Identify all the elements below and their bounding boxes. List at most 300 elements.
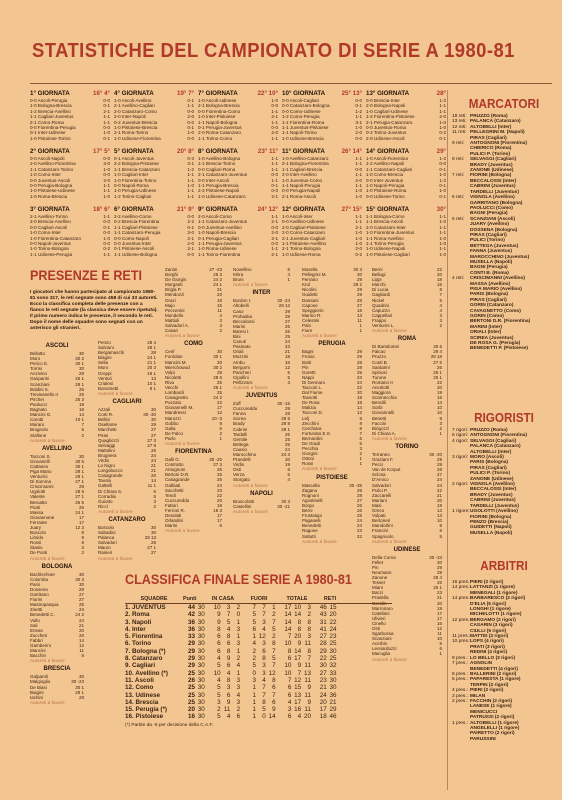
presenze-title: PRESENZE E RETI — [30, 267, 143, 283]
match-return-score: 1-0 — [439, 251, 446, 257]
player-stats: 3 — [81, 545, 84, 551]
player-name: Malizia — [302, 405, 317, 411]
rigorista-name: VIGNOLA (Avellino) — [470, 482, 515, 488]
player-name: Ferroni R. — [165, 508, 186, 514]
autoreti-row — [302, 333, 362, 338]
away-stat: 2 — [252, 647, 256, 655]
giornata-block — [30, 90, 110, 146]
player-stats: 29 12 — [278, 303, 290, 309]
player-name: Boldini S. — [30, 386, 50, 392]
arbitro-name: MENEGALI (1 rigore) — [470, 590, 518, 596]
giornata-label: 2° GIORNATA — [30, 148, 70, 155]
player-name: Moro — [98, 365, 109, 371]
classifica-punti: 33 — [187, 633, 195, 641]
player-stats: 25 — [216, 390, 222, 396]
match-return-score: 2-1 — [271, 235, 278, 241]
player-stats: 1 — [287, 277, 290, 283]
player-stats: 4 — [287, 477, 290, 483]
rigorista-name: TARDELLI (Juventus) — [470, 503, 519, 509]
match-return-score: 1-1 — [271, 135, 278, 141]
team-name: PISTOIESE — [316, 474, 348, 481]
autoreti-row — [30, 658, 84, 663]
title-divider — [30, 83, 552, 84]
player-name: Fattori — [165, 502, 178, 508]
player-name: Corti R. — [98, 412, 114, 418]
match-first-leg: 1-1 Fiorentina-Roma — [282, 119, 325, 125]
away-stat: 4 — [252, 640, 256, 648]
giornata-label: 13° GIORNATA — [366, 90, 410, 97]
match-return-score: 0-1 — [439, 183, 446, 189]
match-return-score: 1-0 — [103, 193, 110, 199]
player-stats: 24 — [436, 482, 442, 488]
player-name: Quadrini — [372, 302, 390, 308]
player-stats: 20 — [356, 390, 362, 396]
match-return-score: 1-1 — [103, 183, 110, 189]
player-name: Scanziani — [372, 636, 392, 642]
giornata-return-number: 18° 6° — [93, 206, 110, 213]
arbitro-count: 9 pres.: — [452, 655, 468, 661]
arbitro-count: 11 pres.: — [452, 634, 471, 640]
player-stats: 6 — [287, 472, 290, 478]
match-first-leg: 0-0 Perugia-Napoli — [282, 188, 321, 194]
player-stats: 29 — [356, 349, 362, 355]
total-stat: 7 — [307, 655, 311, 663]
player-name: Marini — [165, 523, 178, 529]
giornata-label: 12° GIORNATA — [282, 206, 326, 213]
player-name: Limido — [30, 535, 44, 541]
total-stat: 14 — [294, 647, 302, 655]
away-stat: 3 — [262, 640, 266, 648]
match-return-score: 0-0 — [271, 172, 278, 178]
player-stats: 8 — [359, 425, 362, 431]
player-stats: 30 2 — [75, 356, 84, 362]
player-name: Venturini L. — [372, 323, 395, 329]
giornata-return-number: 22° 10° — [257, 90, 278, 97]
match-return-score: 1-0 — [439, 125, 446, 131]
classifica-giocate: 30 — [197, 611, 205, 619]
total-stat: 9 — [307, 684, 311, 692]
player-stats: 28 — [78, 484, 84, 490]
match-first-leg: 0-2 Brescia-Fiorentina — [114, 219, 160, 225]
goals-stat: 32 — [329, 662, 337, 670]
player-name: Galbiati — [165, 482, 181, 488]
player-name: Tacconi L. — [302, 384, 323, 390]
total-stat: 13 — [294, 691, 302, 699]
rigorista-name: PENZO (Brescia) — [470, 519, 509, 525]
match-return-score: 1-2 — [439, 177, 446, 183]
classifica-punti: 36 — [187, 618, 195, 626]
giornata-label: 4° GIORNATA — [114, 90, 154, 97]
arbitro-count: 14 pres.: — [452, 585, 471, 591]
arbitro-name: PRATI (3 rigori) — [470, 644, 505, 650]
player-name: Peccenini — [165, 307, 185, 313]
player-stats: 25 — [356, 513, 362, 519]
player-stats: 23 — [356, 528, 362, 534]
rigorista-count: 4 rigori: — [452, 438, 468, 444]
player-stats: 17 — [436, 615, 442, 621]
player-name: Ottoni — [302, 456, 315, 462]
arbitro-count: 6 pres.: — [452, 671, 468, 677]
player-name: Beruatto — [30, 499, 48, 505]
match-first-leg: 1-0 Pistoiese-Cagliari — [366, 251, 410, 257]
total-stat: 7 — [287, 633, 292, 641]
goals-stat: 21 — [329, 698, 337, 706]
giornata-block — [366, 206, 446, 262]
player-stats: 25 — [78, 602, 84, 608]
autoreti-label: Autoreti a favore — [30, 555, 65, 561]
match-return-score: 2-0 — [187, 114, 194, 120]
player-stats: 2 — [81, 432, 84, 438]
goals-stat: 31 — [319, 618, 327, 626]
match-first-leg: 2-0 Udinese-Ascoli — [366, 135, 405, 141]
player-stats: 20 — [284, 457, 290, 463]
player-name: Brugnolo — [30, 427, 49, 433]
match-return-score: 2-1 — [271, 251, 278, 257]
player-name: Mendozzi — [165, 292, 185, 298]
player-stats: 16 — [436, 282, 442, 288]
player-name: Salvadori — [372, 482, 391, 488]
total-stat: 9 — [307, 698, 311, 706]
match-first-leg: 1-0 Cagliari-Inter — [114, 172, 149, 178]
player-name: Scirea — [233, 416, 246, 422]
player-name: Di Chiara S. — [98, 488, 123, 494]
marcatore-name: BRADY (Juventus) — [470, 162, 513, 168]
arbitro-name: MILAN — [470, 693, 486, 699]
autoreti-row — [98, 556, 156, 561]
player-stats: 27 — [150, 427, 156, 433]
match-return-score: 0-0 — [355, 135, 362, 141]
giornata-header — [114, 90, 194, 97]
player-name: Wierchowod — [165, 364, 190, 370]
match-first-leg: 1-1 Torino-Perugia — [366, 241, 404, 247]
match-first-leg: 2-0 Bologna-Napoli — [366, 103, 406, 109]
player-name: Prandelli — [233, 457, 251, 463]
total-stat: 14 — [284, 618, 292, 626]
player-name: Leonarduzzi — [372, 646, 397, 652]
match-first-leg: 1-1 Perugia-Brescia — [198, 183, 239, 189]
player-name: Sorbi — [372, 405, 383, 411]
classifica-row — [125, 677, 392, 684]
match-first-leg: 1-0 Udinese-Brescia — [282, 135, 324, 141]
classifica-giocate: 30 — [197, 633, 205, 641]
match-return-score: 1-0 — [103, 235, 110, 241]
match-return-score: 0-0 — [271, 241, 278, 247]
player-stats: 23 — [356, 374, 362, 380]
giornata-header — [366, 148, 446, 155]
total-stat: 2 — [307, 611, 311, 619]
player-stats: 28 — [78, 694, 84, 700]
match-return-score: 1-0 — [439, 188, 446, 194]
match-row — [30, 252, 110, 257]
marcatore-count: 11 reti: — [452, 130, 467, 136]
player-stats: 26 — [284, 431, 290, 437]
player-name: Ancelotti — [372, 384, 390, 390]
player-name: Scanziani — [30, 381, 50, 387]
arbitro-name: CIULLI (5 rigori) — [470, 628, 507, 634]
match-first-leg: 1-0 Udinese-Roma — [282, 251, 321, 257]
classifica-giocate: 30 — [197, 625, 205, 633]
player-name: Criscimanni — [30, 484, 54, 490]
marcatore-name: CAVAGNETTO (Como) — [470, 308, 521, 314]
match-first-leg: 1-0 Napoli-Brescia — [198, 230, 236, 236]
rigorista-name: BECCALOSSI (Inter) — [470, 487, 517, 493]
match-first-leg: 1-0 Fiorentina-Catanzaro — [30, 235, 82, 241]
player-stats: 24 2 — [75, 612, 84, 618]
classifica-team: 10. Avellino (*) — [125, 669, 168, 677]
total-stat: 10 — [294, 604, 302, 611]
player-name: Zoff — [233, 401, 241, 407]
match-return-score: 0-2 — [439, 130, 446, 136]
player-name: Mondello — [165, 312, 184, 318]
player-name: Boscolo — [98, 525, 115, 530]
match-first-leg: 0-1 Perugia-Cagliari — [198, 235, 239, 241]
player-name: Longobucco — [98, 468, 123, 474]
player-name: Cinello — [372, 620, 386, 626]
autoreti-row — [233, 385, 290, 390]
marcatore-name: BETTEGA (Juventus) — [470, 243, 519, 249]
player-stats: 9 — [439, 415, 442, 421]
match-return-score: 1-0 — [355, 241, 362, 247]
total-stat: 8 — [307, 625, 311, 633]
match-return-score: 0-1 — [103, 103, 110, 109]
arbitro-name: AGNOLIN — [470, 661, 493, 667]
total-stat: 16 — [294, 706, 302, 714]
match-return-score: 0-1 — [439, 135, 446, 141]
away-stat: 2 — [272, 611, 276, 619]
match-return-score: 0-0 — [103, 172, 110, 178]
player-stats: 26 — [436, 580, 442, 586]
marcatore-name: PAOLUCCI (Como) — [470, 205, 513, 211]
autoreti-label: Autoreti a favore — [372, 328, 407, 334]
player-stats: 24 — [216, 482, 222, 488]
match-return-score: 1-1 — [439, 108, 446, 114]
match-first-leg: 2-0 Ascoli-Como — [198, 214, 232, 219]
autoreti-label: Autoreti a favore — [165, 528, 200, 534]
home-stat: 9 — [217, 618, 221, 626]
match-first-leg: 2-0 Inter-Napoli — [114, 114, 146, 120]
match-first-leg: 1-0 Pistoiese-Udinese — [30, 188, 75, 194]
player-name: Bacchin — [30, 653, 47, 659]
classifica-row — [125, 692, 392, 699]
match-row — [198, 194, 278, 199]
player-stats: 17 — [216, 513, 222, 519]
classifica-giocate: 30 — [197, 604, 205, 611]
giornata-label: 3° GIORNATA — [30, 206, 70, 213]
match-first-leg: 0-0 Avellino-Udinese — [282, 219, 325, 225]
marcatore-name: CABRINI (Juventus) — [470, 184, 516, 190]
player-stats: 24 — [78, 607, 84, 613]
player-name: Baresi I. — [233, 328, 250, 334]
marcatore-count: 9 reti: — [452, 141, 464, 147]
match-first-leg: 1-1 Roma-Avellino — [366, 235, 404, 241]
player-stats: 6 — [359, 435, 362, 441]
player-name: Bacci — [372, 590, 384, 596]
player-stats: 11 1 — [147, 483, 156, 489]
player-name: Borgo — [302, 502, 315, 508]
player-name: Maggiora — [372, 390, 391, 396]
classifica-giocate: 30 — [197, 647, 205, 655]
total-stat: 12 — [294, 676, 302, 684]
match-first-leg: 0-1 Perugia-Juventus — [198, 125, 242, 131]
goals-stat: 17 — [319, 706, 327, 714]
away-stat: 9 — [272, 706, 276, 714]
player-stats: 7 — [439, 292, 442, 298]
player-name: Salvadori A. — [165, 323, 190, 329]
player-stats: 19 — [284, 462, 290, 468]
player-stats: 25 3 — [75, 396, 84, 402]
player-name: De Rosa — [302, 400, 320, 406]
player-name: Santarini — [372, 364, 390, 370]
player-stats: 30 — [78, 366, 84, 372]
marcatore-name: BECCALOSSI (Inter) — [470, 178, 517, 184]
arbitro-count: 5 pres.: — [452, 677, 468, 683]
player-name: Paganelli — [302, 518, 321, 524]
marcatore-name: GARRITANO (Bologna) — [470, 200, 523, 206]
match-first-leg: 1-1 Torino-Como — [198, 135, 233, 141]
home-stat: 5 — [217, 662, 221, 670]
player-stats: 24 — [284, 339, 290, 345]
player-stats: 2 — [359, 451, 362, 457]
match-return-score: 2-0 — [271, 230, 278, 236]
goals-stat: 33 — [329, 669, 337, 677]
arbitro-row — [452, 737, 556, 742]
player-name: Mattioli — [165, 317, 180, 323]
player-stats: 4 — [287, 272, 290, 278]
player-stats: 1 — [359, 461, 362, 467]
player-stats: 30 1 — [75, 361, 84, 367]
home-stat: 1 — [236, 633, 241, 641]
player-name: Spinosi — [372, 369, 387, 375]
match-first-leg: 0-0 Napoli-Juventus — [30, 241, 71, 247]
match-return-score: 1-1 — [271, 214, 278, 219]
player-stats: 30 -24 — [277, 298, 290, 304]
player-name: Nickel — [372, 297, 385, 303]
player-name: Massa — [30, 509, 44, 515]
match-first-leg: 2-1 Bologna-Brescia — [198, 103, 240, 109]
player-stats: 6 — [439, 646, 442, 652]
player-name: Mandressi — [165, 410, 186, 416]
player-stats: 20 3 — [147, 365, 156, 371]
player-name: Birigozzi — [372, 425, 390, 431]
match-row — [282, 194, 362, 199]
total-stat: 10 — [284, 640, 292, 648]
player-name: Graziani F. — [372, 457, 394, 463]
player-stats: 20 — [436, 384, 442, 390]
marcatore-name: BENEDETTI P. (Pistoiese) — [470, 346, 529, 352]
player-stats: 11 — [357, 317, 362, 323]
match-first-leg: 1-0 Como-Inter — [30, 172, 61, 178]
home-stat: 3 — [236, 684, 241, 692]
marcatore-name: PIRAS (Cagliari) — [470, 297, 507, 303]
total-stat: 15 — [294, 684, 302, 692]
player-name: Ferrante — [30, 519, 48, 525]
match-first-leg: 1-1 Napoli-Bologna — [198, 119, 238, 125]
player-name: Garritano — [30, 592, 49, 598]
away-stat: 1 — [252, 633, 256, 641]
player-name: Mancini M. — [165, 359, 187, 365]
away-stat: 7 — [252, 604, 256, 611]
arbitro-count: 12 pres.: — [452, 617, 471, 623]
classifica-row — [125, 640, 392, 647]
player-stats: 24 — [356, 523, 362, 529]
match-return-score: 1-1 — [103, 214, 110, 219]
match-return-score: 0-1 — [187, 98, 194, 103]
player-name: Marocchino — [233, 452, 257, 457]
player-stats: 28 — [356, 359, 362, 365]
player-name: Casagrande — [98, 473, 123, 479]
player-name: Palanca — [98, 535, 115, 541]
goals-stat: 22 — [329, 618, 337, 626]
match-first-leg: 2-1 Torino-Bologna — [282, 246, 321, 252]
match-return-score: 2-0 — [355, 130, 362, 136]
player-name: Stasio — [30, 545, 43, 551]
match-first-leg: 2-1 Perugia-Catanzaro — [366, 119, 413, 125]
match-return-score: 1-2 — [439, 98, 446, 103]
goals-stat: 23 — [319, 676, 327, 684]
home-stat: 8 — [226, 676, 231, 684]
classifica-team: 14. Brescia — [125, 698, 159, 706]
player-stats: 27 1 — [75, 494, 84, 500]
player-name: Marini — [233, 323, 246, 329]
player-name: Zanini — [165, 267, 178, 272]
player-name: Gerolin — [372, 600, 387, 606]
player-stats: 2 — [439, 323, 442, 329]
player-name: Berni — [302, 508, 313, 514]
player-name: Tendi — [165, 492, 176, 498]
arbitro-name: TERPIN (2 rigori) — [470, 682, 509, 688]
player-stats: 3 — [287, 379, 290, 385]
match-row — [366, 136, 446, 141]
match-return-score: 1-1 — [439, 246, 446, 252]
arbitro-name: LANESE (1 rigore) — [470, 704, 512, 710]
player-name: Venturini — [30, 474, 48, 480]
player-stats: 2 — [81, 550, 84, 556]
match-return-score: 0-0 — [271, 224, 278, 230]
player-name: Beccalossi — [233, 318, 255, 324]
player-stats: 30 — [78, 571, 84, 577]
classifica-punti: 42 — [187, 611, 195, 619]
player-stats: 8 — [219, 420, 222, 426]
player-name: Fiorini — [30, 597, 43, 603]
player-name: Bonometti — [98, 385, 119, 391]
giornata-header — [114, 148, 194, 155]
player-stats: 29 — [150, 422, 156, 428]
goals-stat: 29 — [319, 647, 327, 655]
match-first-leg: 0-0 Perugia-Bologna — [30, 183, 73, 189]
marcatore-name: VIGNOLA (Avellino) — [470, 195, 515, 201]
match-first-leg: 0-0 Como-Napoli — [114, 235, 149, 241]
match-first-leg: 2-1 Como-Roma — [30, 119, 64, 125]
player-name: Cuccureddu — [233, 406, 258, 412]
player-stats: 14 — [78, 637, 84, 643]
giornata-block — [366, 90, 446, 146]
player-name: Altobelli — [233, 303, 249, 309]
player-stats: 19 — [436, 605, 442, 611]
player-stats: 18 — [356, 307, 362, 313]
player-stats: 7 — [359, 430, 362, 436]
header-totale: TOTALE — [286, 596, 308, 602]
match-return-score: 2-0 — [355, 246, 362, 252]
arbitro-count: 10 pres.: — [452, 639, 471, 645]
presenze-column-3 — [165, 267, 222, 567]
player-name: Salvioni — [98, 345, 114, 351]
goals-stat: 28 — [319, 640, 327, 648]
player-stats: 22 — [436, 487, 442, 493]
player-name: Vullo — [30, 617, 40, 623]
total-stat: 6 — [287, 655, 292, 663]
player-stats: 12 — [216, 410, 222, 416]
match-first-leg: 2-1 Avellino-Torino — [30, 214, 68, 219]
